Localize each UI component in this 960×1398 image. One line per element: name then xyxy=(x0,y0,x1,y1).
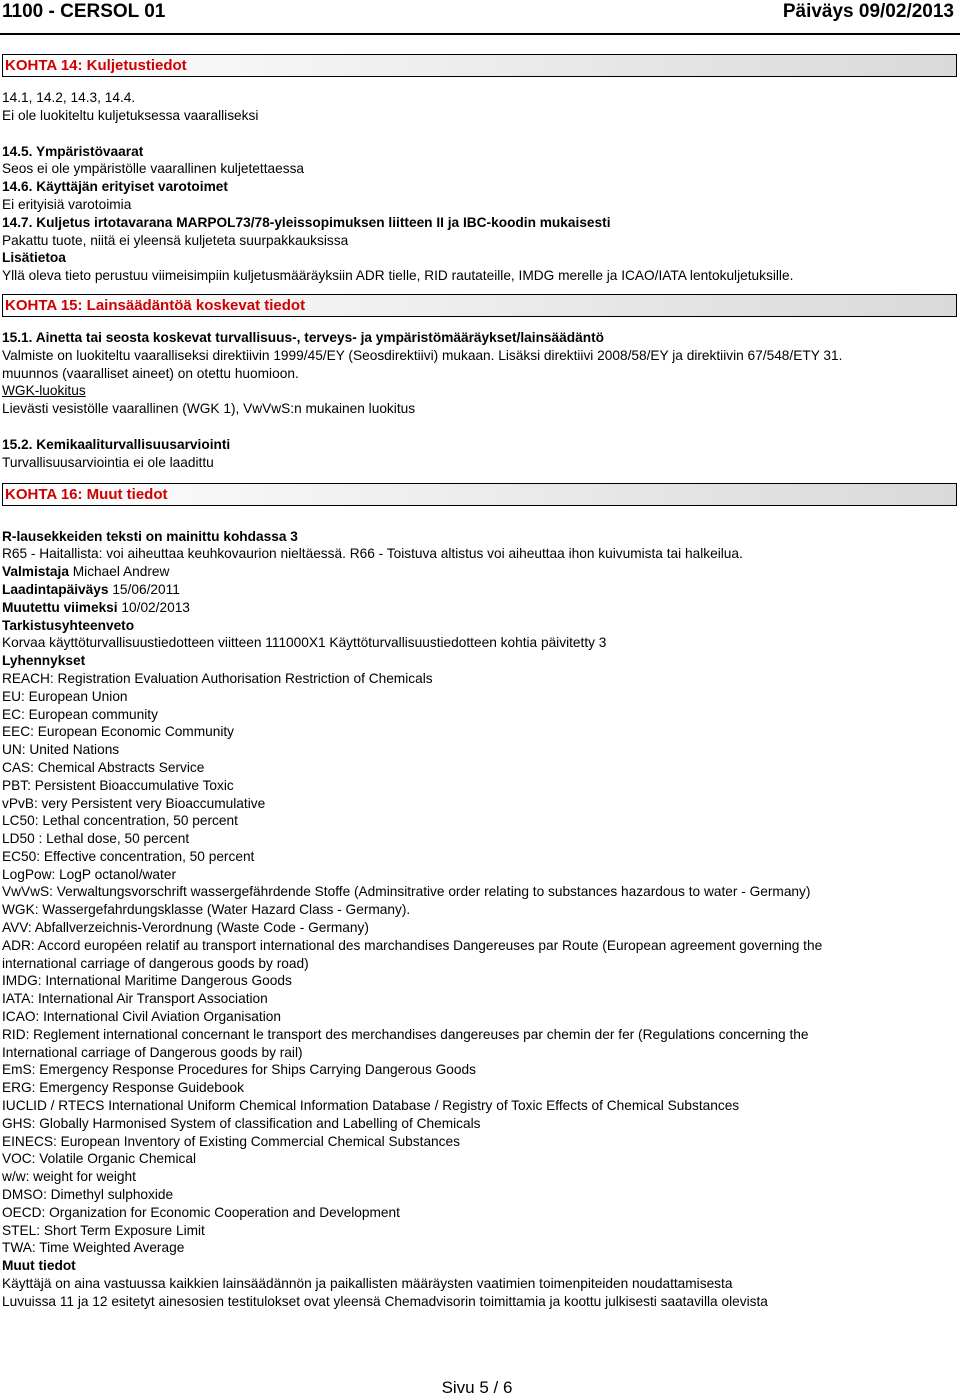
issue-date-line xyxy=(2,581,957,599)
abbreviation-item: UN: United Nations xyxy=(2,742,120,758)
abbreviation-item: EEC: European Economic Community xyxy=(2,724,235,740)
abbreviation-item: w/w: weight for weight xyxy=(2,1169,136,1185)
modified-date-label: Muutettu viimeksi xyxy=(2,599,118,615)
abbreviation-item: IATA: International Air Transport Association xyxy=(2,991,268,1007)
other-info-heading: Muut tiedot xyxy=(2,1258,76,1274)
document-date: Päiväys 09/02/2013 xyxy=(782,1,954,22)
issue-date-value: 15/06/2011 xyxy=(108,581,180,597)
section-16-title: KOHTA 16: Muut tiedot xyxy=(5,485,168,503)
abbreviation-item: OECD: Organization for Economic Cooperation and Development xyxy=(2,1204,400,1220)
abbreviation-item: ADR: Accord européen relatif au transport international des marchandises Dangereuses par Route (European agreement governing the xyxy=(2,937,823,953)
abbreviation-item: international carriage of dangerous goods by road) xyxy=(2,955,309,971)
header-rule xyxy=(0,33,960,35)
abbreviation-item: EmS: Emergency Response Procedures for Ships Carrying Dangerous Goods xyxy=(2,1062,476,1078)
document-body xyxy=(2,50,957,1311)
spacer xyxy=(2,518,957,528)
spacer xyxy=(2,418,957,436)
abbreviation-item: IMDG: International Maritime Dangerous Goods xyxy=(2,973,292,989)
sec14-subheading: 14.7. Kuljetus irtotavarana MARPOL73/78-yleissopimuksen liitteen II ja IBC-koodin mukaisesti xyxy=(2,214,611,230)
abbreviation-item: STEL: Short Term Exposure Limit xyxy=(2,1222,205,1238)
other-info-line: Luvuissa 11 ja 12 esitetyt ainesosien testitulokset ovat yleensä Chemadvisorin toimittamia ja koottu julkisesti saatavilla olevista xyxy=(2,1293,768,1309)
r-phrases: R65 - Haitallista: voi aiheuttaa keuhkovaurion nieltäessä. R66 - Toistuva altistus voi aiheuttaa ihon kuivumista tai halkeilua. xyxy=(2,546,743,562)
abbreviation-item: TWA: Time Weighted Average xyxy=(2,1240,185,1256)
abbreviation-item: EINECS: European Inventory of Existing Commercial Chemical Substances xyxy=(2,1133,460,1149)
abbreviation-item: EC50: Effective concentration, 50 percent xyxy=(2,848,255,864)
abbreviation-item: vPvB: very Persistent very Bioaccumulative xyxy=(2,795,266,811)
sec14-line: Ei erityisiä varotoimia xyxy=(2,196,132,212)
abbreviation-item: EU: European Union xyxy=(2,688,128,704)
preparer-value: Michael Andrew xyxy=(68,564,170,580)
preparer-line xyxy=(2,563,957,581)
abbreviation-item: GHS: Globally Harmonised System of classification and Labelling of Chemicals xyxy=(2,1115,481,1131)
sec14-line: Yllä oleva tieto perustuu viimeisimpiin kuljetusmääräyksiin ADR tielle, RID rautateille, IMDG merelle ja ICAO/IATA lentokuljetuksille. xyxy=(2,268,794,284)
other-info-line: Käyttäjä on aina vastuussa kaikkien lainsäädännön ja paikallisten määräysten vaatimien toimenpiteiden noudattamisesta xyxy=(2,1276,733,1292)
abbreviation-item: RID: Reglement international concernant le transport des merchandises dangereuses par chemin der fer (Regulations concerning the xyxy=(2,1026,809,1042)
abbreviation-item: REACH: Registration Evaluation Authorisation Restriction of Chemicals xyxy=(2,670,433,686)
abbreviation-item: VwVwS: Verwaltungsvorschrift wassergefährdende Stoffe (Adminsitrative order relating to substances hazardous to water - Germany) xyxy=(2,884,811,900)
abbreviation-item: LC50: Lethal concentration, 50 percent xyxy=(2,813,238,829)
abbreviation-item: IUCLID / RTECS International Uniform Chemical Information Database / Registry of Toxic Effects of Chemical Substances xyxy=(2,1098,740,1114)
page-footer xyxy=(0,1378,960,1398)
section-15-title: KOHTA 15: Lainsäädäntöä koskevat tiedot xyxy=(5,296,306,314)
abbreviation-item: ICAO: International Civil Aviation Organisation xyxy=(2,1009,281,1025)
abbreviation-item: AVV: Abfallverzeichnis-Verordnung (Waste Code - Germany) xyxy=(2,920,369,936)
section-14-heading xyxy=(2,54,957,77)
sec14-subheading: 14.5. Ympäristövaarat xyxy=(2,143,144,159)
wgk-classification-heading: WGK-luokitus xyxy=(2,383,86,399)
sec16-subheading: R-lausekkeiden teksti on mainittu kohdassa 3 xyxy=(2,528,298,544)
abbreviation-item: EC: European community xyxy=(2,706,158,722)
abbreviation-item: WGK: Wassergefahrdungsklasse (Water Hazard Class - Germany). xyxy=(2,902,411,918)
sec14-line: Seos ei ole ympäristölle vaarallinen kuljetettaessa xyxy=(2,161,305,177)
preparer-label: Valmistaja xyxy=(2,564,69,580)
abbreviation-item: LD50 : Lethal dose, 50 percent xyxy=(2,831,190,847)
section-16-heading xyxy=(2,483,957,506)
spacer xyxy=(2,125,957,143)
sec14-line: Ei ole luokiteltu kuljetuksessa vaaralliseksi xyxy=(2,107,259,123)
page-number: Sivu 5 / 6 xyxy=(441,1378,513,1397)
revision-summary-heading: Tarkistusyhteenveto xyxy=(2,617,135,633)
modified-date-line xyxy=(2,599,957,617)
abbreviation-item: ERG: Emergency Response Guidebook xyxy=(2,1080,244,1096)
section-14-title: KOHTA 14: Kuljetustiedot xyxy=(5,57,187,74)
sec14-subheading: 14.6. Käyttäjän erityiset varotoimet xyxy=(2,179,228,195)
sec15-subheading: 15.1. Ainetta tai seosta koskevat turvallisuus-, terveys- ja ympäristömääräykset/lainsäädäntö xyxy=(2,329,605,345)
sec15-subheading: 15.2. Kemikaaliturvallisuusarviointi xyxy=(2,436,231,452)
sec14-line: Pakattu tuote, niitä ei yleensä kuljeteta suurpakkauksissa xyxy=(2,232,349,248)
modified-date-value: 10/02/2013 xyxy=(117,599,190,615)
abbreviation-item: CAS: Chemical Abstracts Service xyxy=(2,759,205,775)
issue-date-label: Laadintapäiväys xyxy=(2,581,109,597)
sec15-line: Lievästi vesistölle vaarallinen (WGK 1), VwVwS:n mukainen luokitus xyxy=(2,401,416,417)
sec14-line: 14.1, 14.2, 14.3, 14.4. xyxy=(2,90,136,105)
revision-summary: Korvaa käyttöturvallisuustiedotteen viitteen 111000X1 Käyttöturvallisuustiedotteen kohtia päivitetty 3 xyxy=(2,635,607,651)
section-15-heading xyxy=(2,294,957,317)
abbreviations-list xyxy=(2,670,957,1257)
abbreviation-item: PBT: Persistent Bioaccumulative Toxic xyxy=(2,777,234,793)
page-header xyxy=(0,0,960,34)
product-name: 1100 - CERSOL 01 xyxy=(2,1,166,22)
abbreviation-item: DMSO: Dimethyl sulphoxide xyxy=(2,1187,174,1203)
abbreviations-heading: Lyhennykset xyxy=(2,653,86,669)
sec14-subheading: Lisätietoa xyxy=(2,250,66,266)
abbreviation-item: LogPow: LogP octanol/water xyxy=(2,866,177,882)
sec15-line: Valmiste on luokiteltu vaaralliseksi direktiivin 1999/45/EY (Seosdirektiivi) mukaan. Lisäksi direktiivi 2008/58/EY ja direktiivin 67/548/ETY 31. xyxy=(2,347,843,363)
sec15-line: Turvallisuusarviointia ei ole laadittu xyxy=(2,454,214,470)
abbreviation-item: VOC: Volatile Organic Chemical xyxy=(2,1151,196,1167)
abbreviation-item: International carriage of Dangerous goods by rail) xyxy=(2,1044,303,1060)
sec15-line: muunnos (vaaralliset aineet) on otettu huomioon. xyxy=(2,365,299,381)
